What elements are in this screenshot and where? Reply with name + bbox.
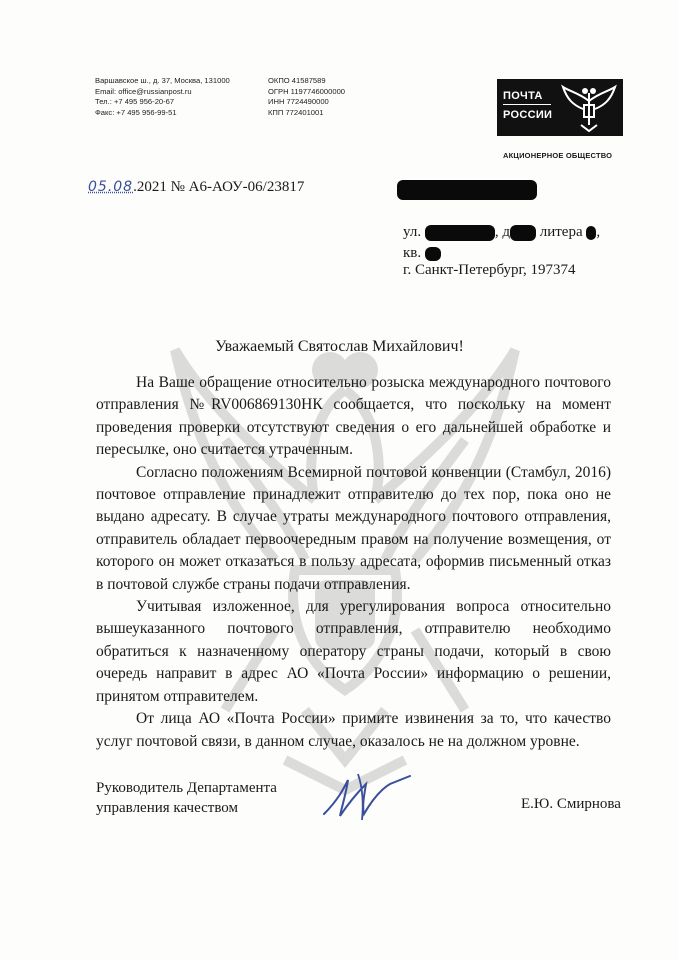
address-line: Варшавское ш., д. 37, Москва, 131000 [95,76,230,85]
greeting: Уважаемый Святослав Михайлович! [215,338,464,355]
organization-type: АКЦИОНЕРНОЕ ОБЩЕСТВО [503,151,613,160]
paragraph: На Ваше обращение относительно розыска международного почтового отправления №RV006869130НК сообщается, что поскольку на момент проведения проверки отсутствуют сведения о его дальнейшей обработке и пересылке, оно считается утраченным. [96,374,611,459]
okpo-line: ОКПО 41587589 [268,76,326,85]
recipient-street-line: ул. , д литера , [403,224,601,240]
kpp-line: КПП 772401001 [268,107,324,117]
signatory-title: Руководитель Департамента управления качеством [96,780,277,816]
logo-wordmark: ПОЧТА РОССИИ [503,90,553,121]
redaction-apartment [425,247,441,261]
russian-post-logo [497,79,623,136]
paragraph: Учитывая изложенное, для урегулирования вопроса относительно вышеуказанного почтового отправления, отправителю необходимо обратиться к назначенному оператору страны подачи, который в свою очередь направит в адрес АО «Почта России» информацию о решении, принятом отправителем. [96,598,611,705]
recipient-apartment-line: кв. [403,245,441,262]
redaction-street [425,225,495,241]
paragraph: От лица АО «Почта России» примите извинения за то, что качество услуг почтовой связи, в данном случае, оказалось не на должном уровне. [96,710,611,750]
outgoing-reference [88,179,304,196]
letter-body [96,372,611,753]
redaction-house [510,225,536,241]
eagle-emblem-icon [559,83,619,133]
redaction-recipient-name [397,180,537,200]
paragraph: Согласно положениям Всемирной почтовой конвенции (Стамбул, 2016) почтовое отправление принадлежит отправителю до тех пор, пока оно не выдано адресату. В случае утраты международного почтового отправления, отправитель обладает первоочередным правом на получение возмещения, от которого он может отказаться в пользу адресата, оформив письменный отказ в почтовой службе страны подачи отправления. [96,463,611,593]
ogrn-line: ОГРН 1197746000000 [268,86,346,96]
logo-divider [503,104,551,105]
recipient-city-line: г. Санкт-Петербург, 197374 [403,262,576,278]
handwritten-signature [318,770,418,822]
phone-line: Тел.: +7 495 956-20-67 [95,97,175,107]
registration-codes-block [268,76,345,118]
reference-number: .2021 № А6-АОУ-06/23817 [133,179,305,195]
redaction-liter [586,226,596,240]
sender-address-block [95,76,230,118]
fax-line: Факс: +7 495 956-99-51 [95,107,177,117]
signatory-name: Е.Ю. Смирнова [521,796,621,812]
email-line: Email: office@russianpost.ru [95,86,192,96]
inn-line: ИНН 7724490000 [268,97,329,107]
handwritten-date: 05.08 [88,179,134,195]
